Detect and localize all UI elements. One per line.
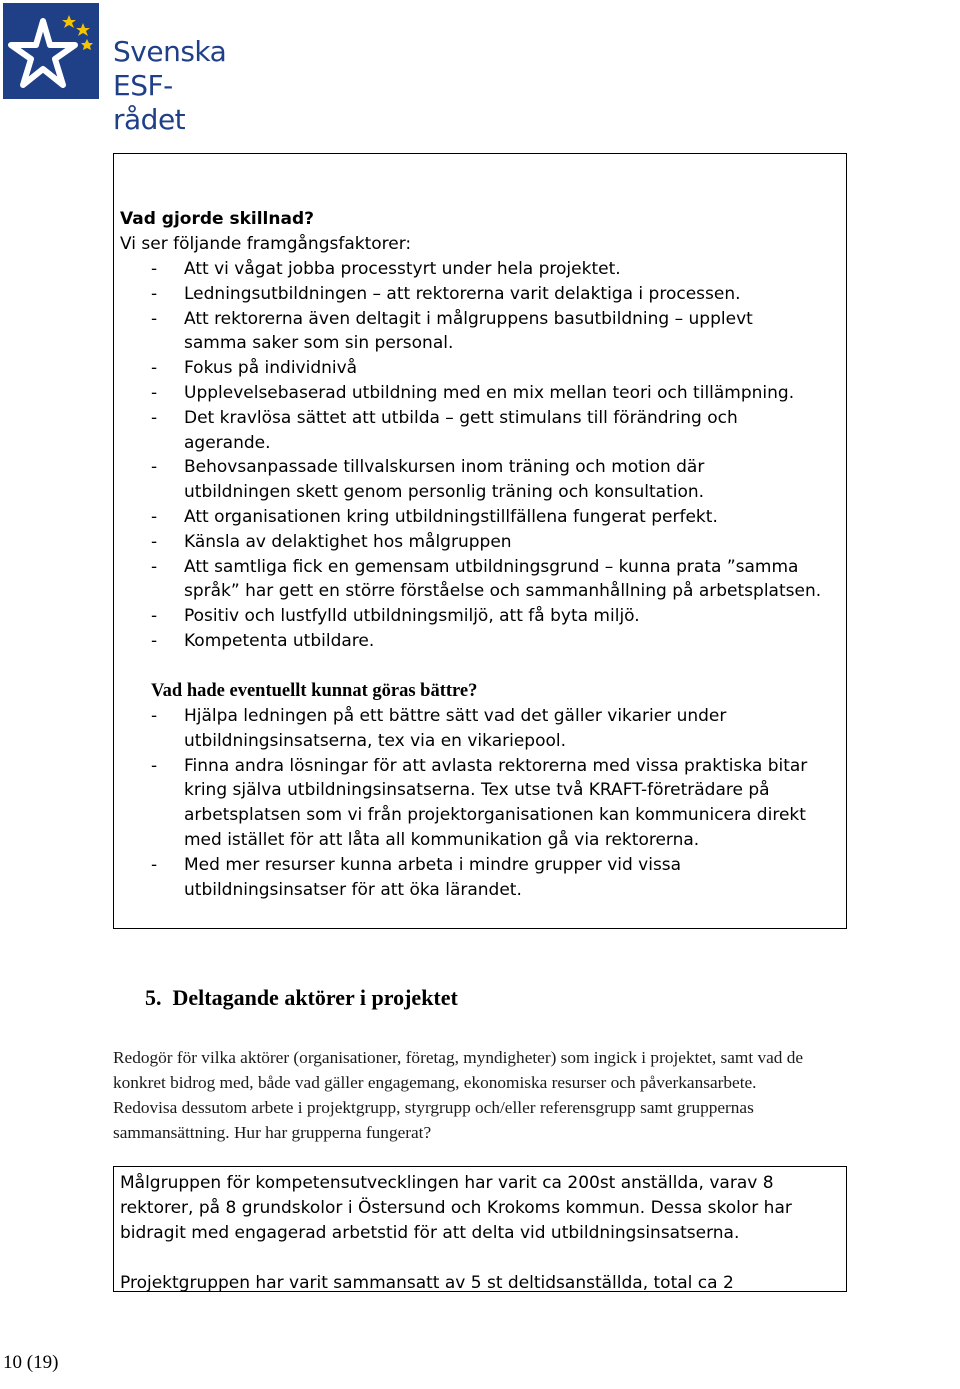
list-item-line: utbildningsinsatser för att öka lärandet.	[184, 879, 522, 900]
bullet-dash: -	[151, 630, 158, 651]
list-item	[151, 406, 821, 456]
bullet-dash: -	[151, 506, 158, 527]
instruction-line: Redogör för vilka aktörer (organisationer, företag, myndigheter) som ingick i projektet, samt vad de	[113, 1048, 804, 1067]
list-item	[151, 604, 821, 629]
star-logo-icon	[3, 3, 99, 99]
section-number: 5.	[145, 985, 162, 1010]
instruction-line: konkret bidrog med, både vad gäller engagemang, ekonomiska resurser och påverkansarbete.	[113, 1073, 757, 1092]
list-item	[151, 853, 807, 903]
list-item	[151, 356, 821, 381]
list-item-line: Ledningsutbildningen – att rektorerna varit delaktiga i processen.	[184, 283, 741, 304]
bullet-dash: -	[151, 358, 158, 379]
list-item	[151, 754, 807, 853]
bullet-dash: -	[151, 854, 158, 875]
bullet-dash: -	[151, 407, 158, 428]
success-factors-list	[151, 257, 821, 654]
list-item-line: Att organisationen kring utbildningstillfällena fungerat perfekt.	[184, 506, 718, 527]
list-item	[151, 704, 807, 754]
list-item-line: agerande.	[184, 432, 271, 453]
list-item-line: Hjälpa ledningen på ett bättre sätt vad det gäller vikarier under	[184, 706, 727, 726]
list-item-line: Positiv och lustfylld utbildningsmiljö, att få byta miljö.	[184, 606, 640, 627]
list-item-line: Att samtliga fick en gemensam utbildningsgrund – kunna prata ”samma	[184, 556, 799, 577]
improvements-list	[151, 704, 807, 902]
list-item	[151, 381, 821, 406]
list-item-line: utbildningen skett genom personlig träning och konsultation.	[184, 482, 705, 503]
list-item-line: Att rektorerna även deltagit i målgruppens basutbildning – upplevt	[184, 308, 753, 329]
list-item-line: samma saker som sin personal.	[184, 333, 454, 354]
list-item-line: Fokus på individnivå	[184, 358, 358, 379]
bullet-dash: -	[151, 259, 158, 279]
section-title-text: Deltagande aktörer i projektet	[172, 985, 458, 1010]
bullet-dash: -	[151, 457, 158, 478]
logo-line-1: Svenska	[113, 35, 227, 68]
actors-paragraph-2: Projektgruppen har varit sammansatt av 5 st deltidsanställda, total ca 2	[120, 1273, 734, 1293]
list-item	[151, 307, 821, 357]
instruction-line: Redovisa dessutom arbete i projektgrupp, styrgrupp och/eller referensgrupp samt gruppernas	[113, 1098, 754, 1117]
list-item-line: Det kravlösa sättet att utbilda – gett stimulans till förändring och	[184, 407, 738, 428]
list-item	[151, 257, 821, 282]
bullet-dash: -	[151, 382, 158, 403]
logo-line-2: ESF-rådet	[113, 69, 186, 136]
bullet-dash: -	[151, 556, 158, 577]
instruction-line: sammansättning. Hur har grupperna fungerat?	[113, 1123, 432, 1142]
list-item-line: Att vi vågat jobba processtyrt under hela projektet.	[184, 259, 621, 279]
bullet-dash: -	[151, 755, 158, 776]
paragraph-line: rektorer, på 8 grundskolor i Östersund och Krokoms kommun. Dessa skolor har	[120, 1198, 792, 1218]
logo-wordmark	[113, 35, 233, 137]
list-item-line: arbetsplatsen som vi från projektorganisationen kan kommunicera direkt	[184, 805, 806, 826]
list-item	[151, 455, 821, 505]
list-item-line: Med mer resurser kunna arbeta i mindre grupper vid vissa	[184, 854, 682, 875]
heading-what-made-difference: Vad gjorde skillnad?	[120, 209, 314, 229]
bullet-dash: -	[151, 706, 158, 726]
bullet-dash: -	[151, 606, 158, 627]
paragraph-line: Målgruppen för kompetensutvecklingen har varit ca 200st anställda, varav 8	[120, 1173, 774, 1193]
list-item-line: Känsla av delaktighet hos målgruppen	[184, 531, 512, 552]
list-item	[151, 555, 821, 605]
list-item-line: Behovsanpassade tillvalskursen inom träning och motion där	[184, 457, 705, 478]
section-5-title	[145, 985, 458, 1011]
list-item-line: språk” har gett en större förståelse och sammanhållning på arbetsplatsen.	[184, 581, 822, 602]
bullet-dash: -	[151, 531, 158, 552]
actors-paragraph-1	[120, 1171, 792, 1246]
list-item-line: Kompetenta utbildare.	[184, 630, 375, 651]
list-item-line: med istället för att låta all kommunikation gå via rektorerna.	[184, 829, 700, 850]
section-5-instructions	[113, 1045, 803, 1145]
list-item-line: Upplevelsebaserad utbildning med en mix mellan teori och tillämpning.	[184, 382, 795, 403]
list-item-line: Finna andra lösningar för att avlasta rektorerna med vissa praktiska bitar	[184, 755, 808, 776]
heading-improvements: Vad hade eventuellt kunnat göras bättre?	[151, 681, 478, 701]
list-item-line: kring själva utbildningsinsatserna. Tex utse två KRAFT-företrädare på	[184, 780, 770, 801]
esf-logo	[3, 3, 233, 136]
list-item	[151, 629, 821, 654]
paragraph-line: bidragit med engagerad arbetstid för att delta vid utbildningsinsatserna.	[120, 1223, 740, 1243]
list-item	[151, 505, 821, 530]
bullet-dash: -	[151, 308, 158, 329]
list-item-line: utbildningsinsatserna, tex via en vikariepool.	[184, 730, 567, 751]
bullet-dash: -	[151, 283, 158, 304]
success-factors-intro: Vi ser följande framgångsfaktorer:	[120, 234, 412, 254]
list-item	[151, 530, 821, 555]
list-item	[151, 282, 821, 307]
page-number: 10 (19)	[3, 1352, 59, 1373]
